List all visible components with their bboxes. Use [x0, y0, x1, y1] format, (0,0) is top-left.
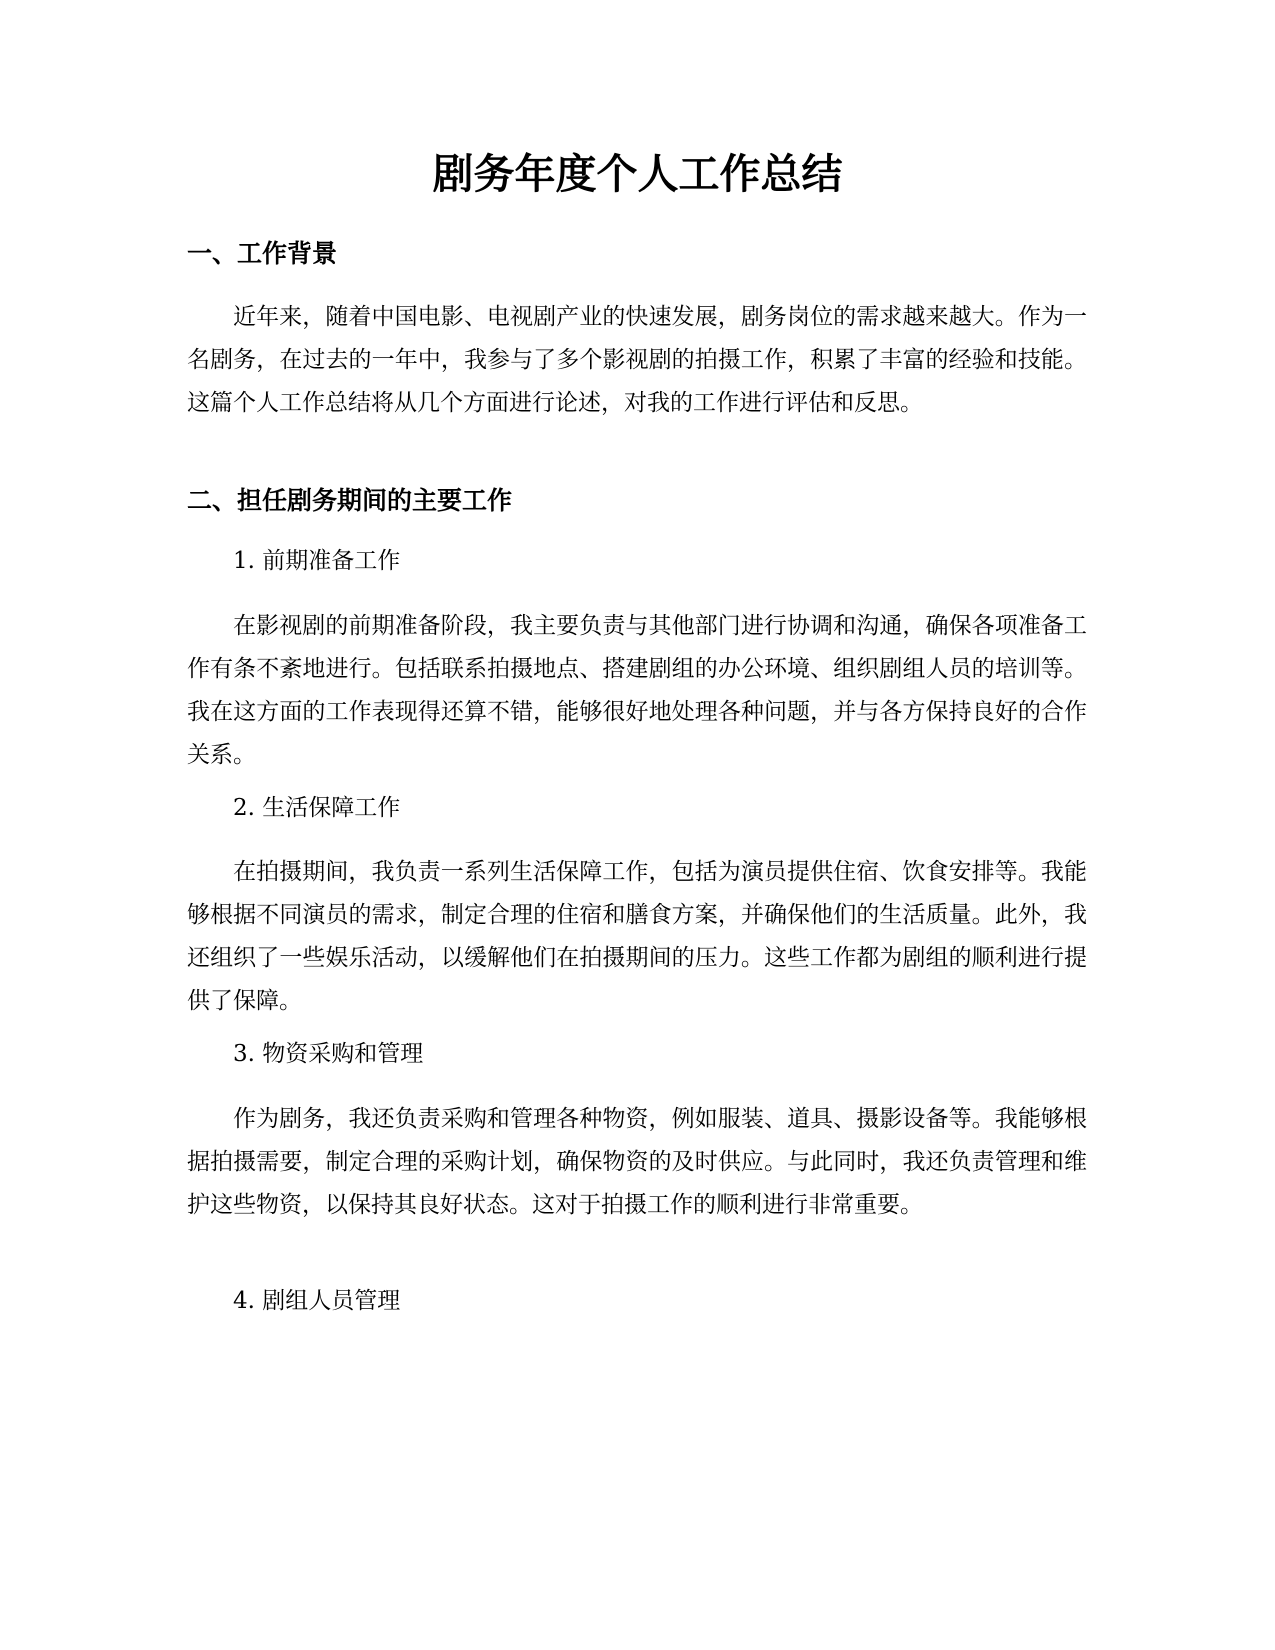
- subheading-preparation: 1. 前期准备工作: [233, 548, 401, 574]
- section-heading-main-work: 二、担任剧务期间的主要工作: [187, 486, 513, 515]
- paragraph-life-support: 在拍摄期间，我负责一系列生活保障工作，包括为演员提供住宿、饮食安排等。我能够根据不同演员的需求，制定合理的住宿和膳食方案，并确保他们的生活质量。此外，我还组织了一些娱乐活动，以缓解他们在拍摄期间的压力。这些工作都为剧组的顺利进行提供了保障。: [187, 859, 1087, 1014]
- paragraph-procurement: 作为剧务，我还负责采购和管理各种物资，例如服装、道具、摄影设备等。我能够根据拍摄需要，制定合理的采购计划，确保物资的及时供应。与此同时，我还负责管理和维护这些物资，以保持其良好状态。这对于拍摄工作的顺利进行非常重要。: [187, 1106, 1087, 1218]
- document-title: 剧务年度个人工作总结: [432, 150, 843, 198]
- subheading-life-support: 2. 生活保障工作: [233, 795, 401, 821]
- paragraph-preparation: 在影视剧的前期准备阶段，我主要负责与其他部门进行协调和沟通，确保各项准备工作有条不紊地进行。包括联系拍摄地点、搭建剧组的办公环境、组织剧组人员的培训等。我在这方面的工作表现得还算不错，能够很好地处理各种问题，并与各方保持良好的合作关系。: [187, 613, 1087, 768]
- subheading-crew-management: 4. 剧组人员管理: [233, 1288, 401, 1314]
- subheading-procurement: 3. 物资采购和管理: [233, 1041, 424, 1067]
- paragraph-background: 近年来，随着中国电影、电视剧产业的快速发展，剧务岗位的需求越来越大。作为一名剧务，在过去的一年中，我参与了多个影视剧的拍摄工作，积累了丰富的经验和技能。这篇个人工作总结将从几个方面进行论述，对我的工作进行评估和反思。: [187, 304, 1087, 416]
- section-heading-background: 一、工作背景: [187, 239, 338, 268]
